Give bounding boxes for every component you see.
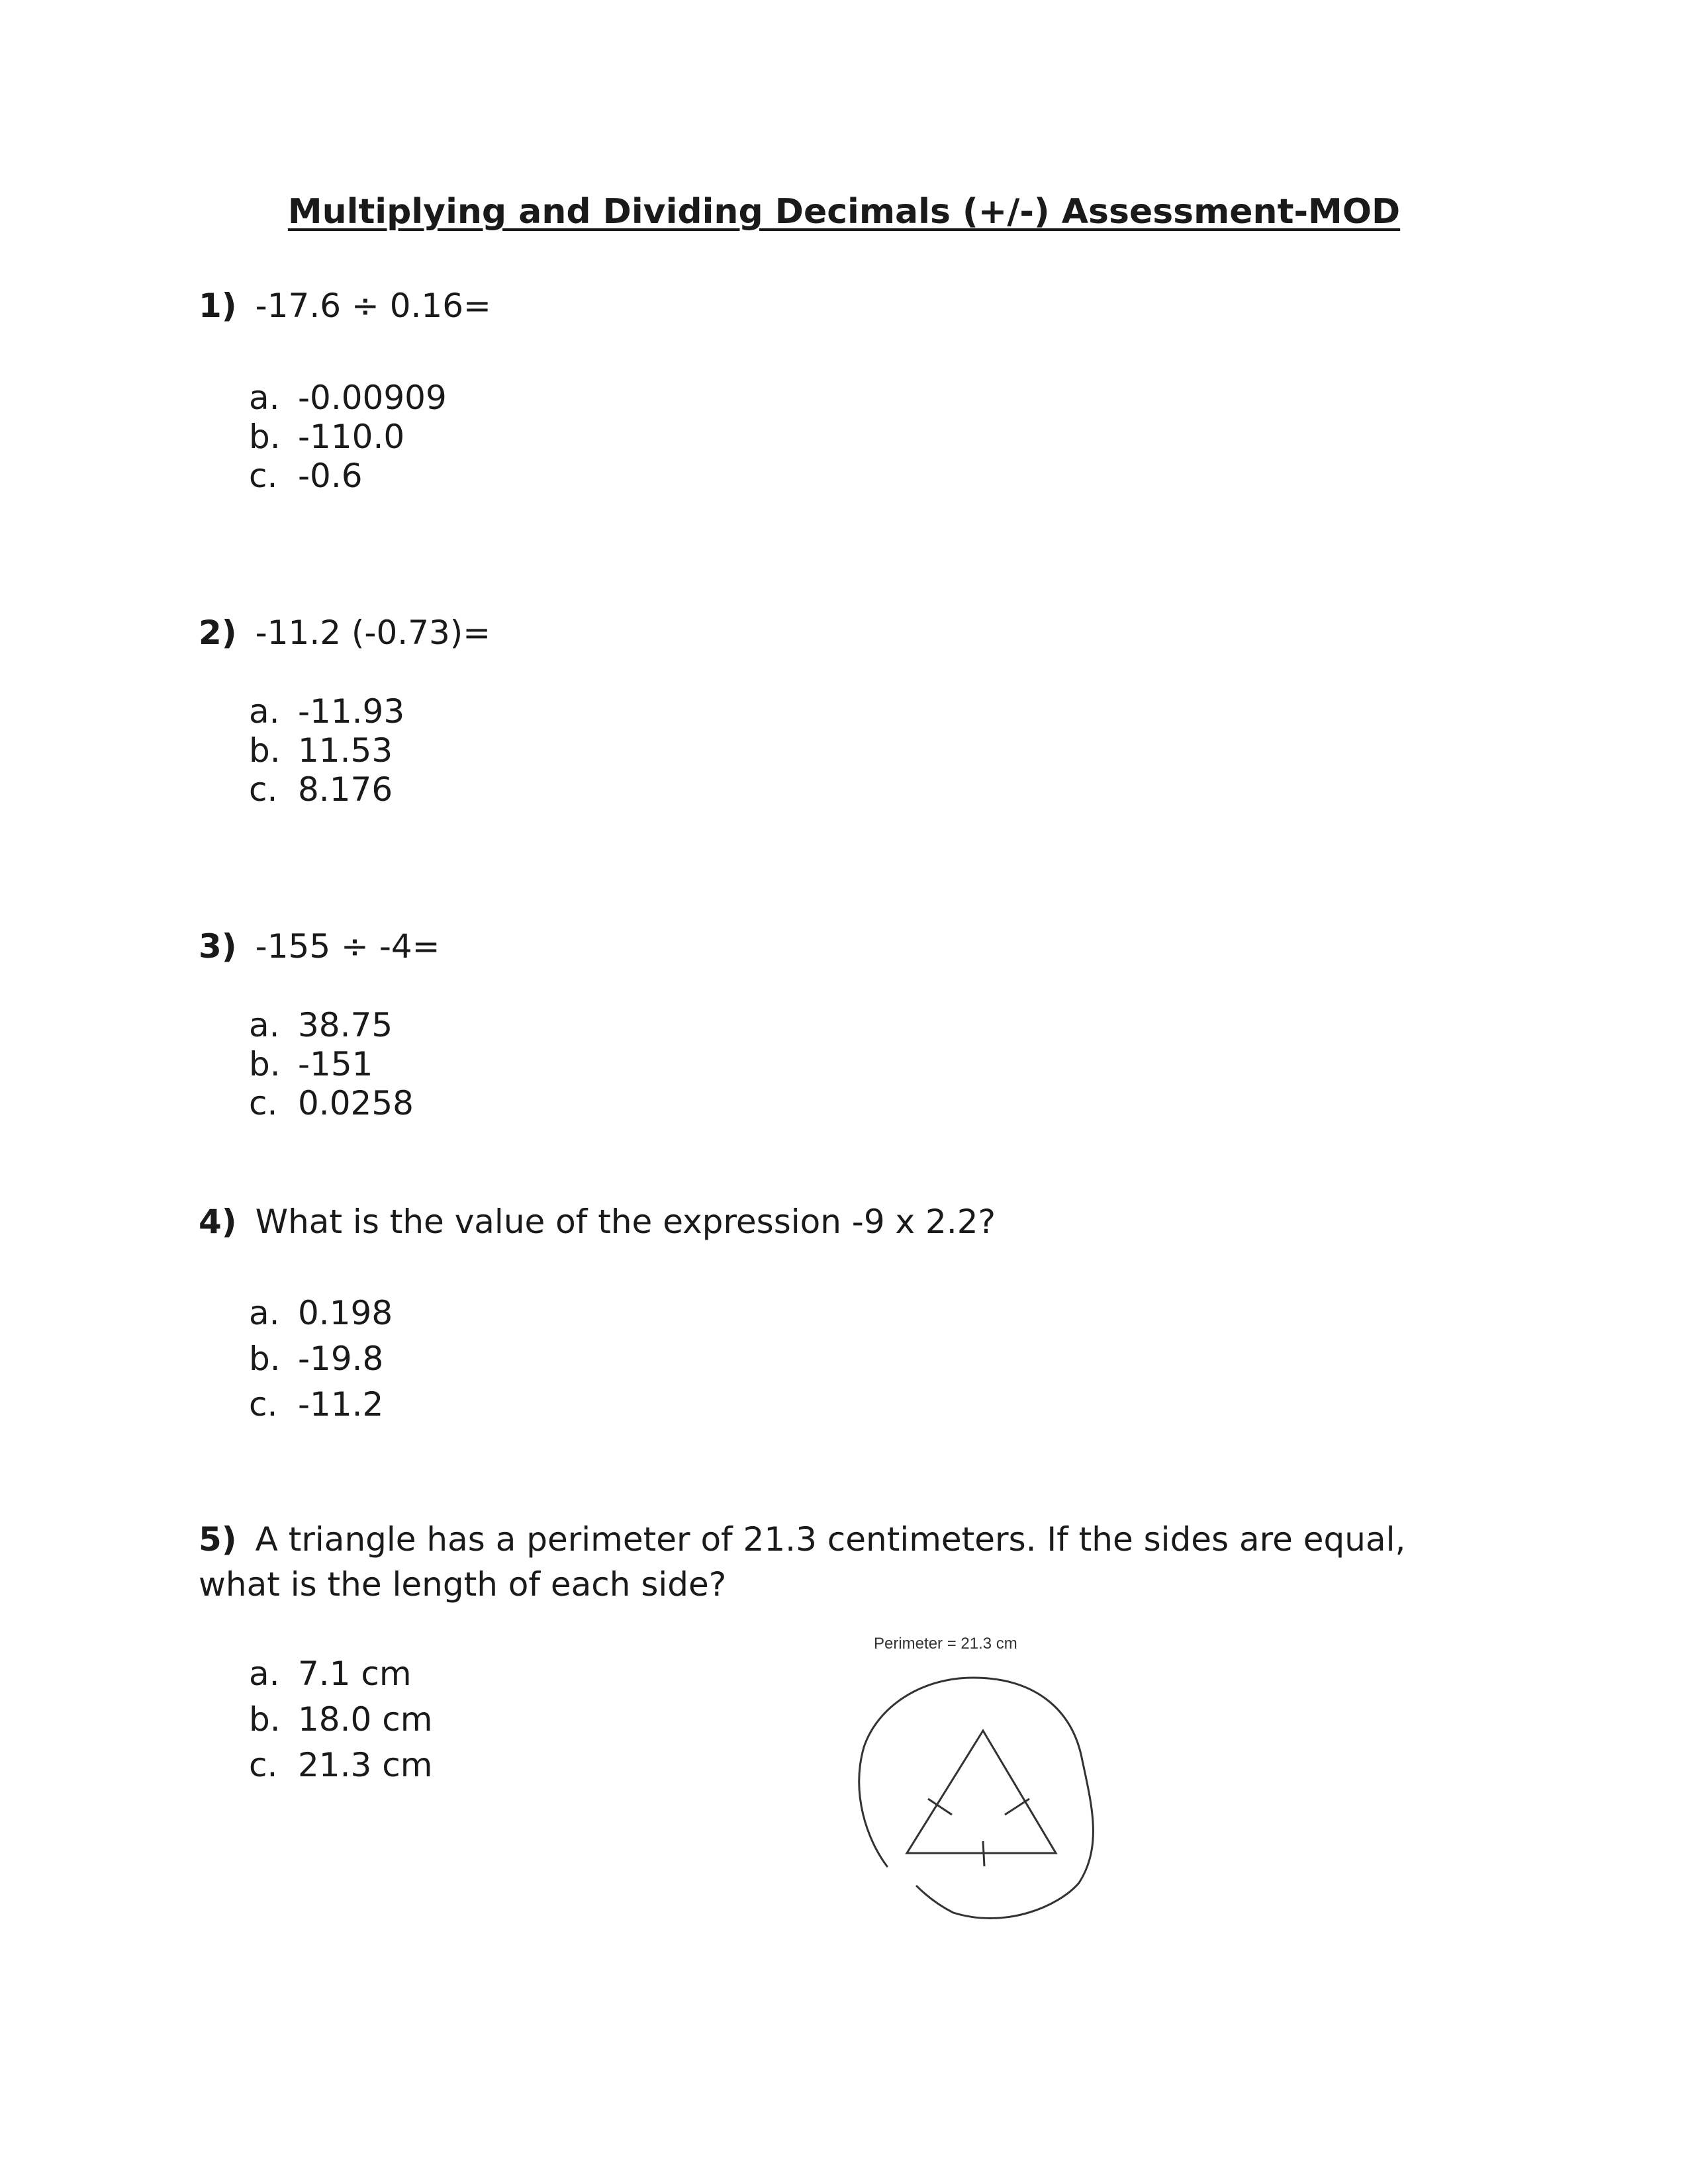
question-1 (199, 283, 491, 328)
choice-letter: c. (249, 770, 278, 809)
choice-text: 8.176 (298, 770, 393, 809)
page-title: Multiplying and Dividing Decimals (+/-) Assessment-MOD (287, 192, 1401, 232)
triangle-figure (841, 1628, 1119, 1933)
question-prompt: -155 ÷ -4= (255, 927, 440, 966)
choice-letter: a. (249, 1294, 280, 1332)
answer-choice-c[interactable] (249, 457, 447, 496)
choice-text: -11.93 (298, 692, 405, 731)
answer-choice-b[interactable] (249, 1336, 393, 1382)
tick-mark-bottom (983, 1841, 984, 1866)
answer-choice-b[interactable] (249, 418, 447, 457)
choice-letter: b. (249, 1340, 281, 1378)
question-prompt: -17.6 ÷ 0.16= (255, 287, 491, 325)
answer-choice-c[interactable] (249, 1743, 432, 1788)
perimeter-label: Perimeter = 21.3 cm (874, 1635, 1017, 1653)
question-number: 5) (199, 1520, 237, 1559)
answer-choices-2 (249, 692, 404, 809)
choice-letter: c. (249, 457, 278, 495)
triangle-diagram (841, 1628, 1119, 1933)
choice-letter: c. (249, 1385, 278, 1424)
choice-text: 11.53 (298, 731, 393, 770)
question-prompt: A triangle has a perimeter of 21.3 centimeters. If the sides are equal, what is the length of each side? (199, 1520, 1406, 1604)
choice-letter: a. (249, 379, 280, 417)
choice-letter: a. (249, 1655, 280, 1693)
hand-drawn-loop (859, 1678, 1094, 1918)
equilateral-triangle (907, 1731, 1056, 1853)
choice-letter: a. (249, 1006, 280, 1044)
answer-choice-a[interactable] (249, 1291, 393, 1336)
choice-letter: b. (249, 418, 281, 456)
choice-letter: c. (249, 1084, 278, 1122)
answer-choice-a[interactable] (249, 1006, 414, 1045)
choice-letter: c. (249, 1746, 278, 1784)
choice-text: -0.00909 (298, 379, 447, 417)
choice-text: 38.75 (298, 1006, 393, 1044)
choice-text: -11.2 (298, 1385, 384, 1424)
question-number: 3) (199, 927, 237, 966)
answer-choice-a[interactable] (249, 692, 404, 731)
answer-choice-a[interactable] (249, 1651, 432, 1697)
question-number: 4) (199, 1203, 237, 1241)
answer-choice-c[interactable] (249, 770, 404, 809)
choice-letter: b. (249, 1700, 281, 1739)
answer-choices-4 (249, 1291, 393, 1428)
choice-text: 0.0258 (298, 1084, 414, 1122)
choice-text: -151 (298, 1045, 373, 1083)
choice-letter: b. (249, 1045, 281, 1083)
choice-text: -0.6 (298, 457, 363, 495)
answer-choice-b[interactable] (249, 1697, 432, 1743)
answer-choice-b[interactable] (249, 1045, 414, 1084)
question-5 (199, 1517, 1456, 1607)
choice-letter: b. (249, 731, 281, 770)
choice-text: 0.198 (298, 1294, 393, 1332)
tick-mark-right (1005, 1799, 1029, 1815)
answer-choice-b[interactable] (249, 731, 404, 770)
choice-text: -19.8 (298, 1340, 384, 1378)
choice-text: -110.0 (298, 418, 405, 456)
choice-text: 7.1 cm (298, 1655, 412, 1693)
answer-choice-c[interactable] (249, 1382, 393, 1428)
choice-text: 21.3 cm (298, 1746, 433, 1784)
choice-letter: a. (249, 692, 280, 731)
question-3 (199, 924, 440, 969)
question-number: 2) (199, 614, 237, 652)
answer-choices-1 (249, 379, 447, 496)
answer-choice-a[interactable] (249, 379, 447, 418)
answer-choices-5 (249, 1651, 432, 1788)
choice-text: 18.0 cm (298, 1700, 433, 1739)
answer-choices-3 (249, 1006, 414, 1123)
question-number: 1) (199, 287, 237, 325)
question-prompt: What is the value of the expression -9 x 2.2? (255, 1203, 996, 1241)
question-2 (199, 610, 491, 655)
question-4 (199, 1199, 996, 1244)
question-prompt: -11.2 (-0.73)= (255, 614, 491, 652)
answer-choice-c[interactable] (249, 1084, 414, 1123)
